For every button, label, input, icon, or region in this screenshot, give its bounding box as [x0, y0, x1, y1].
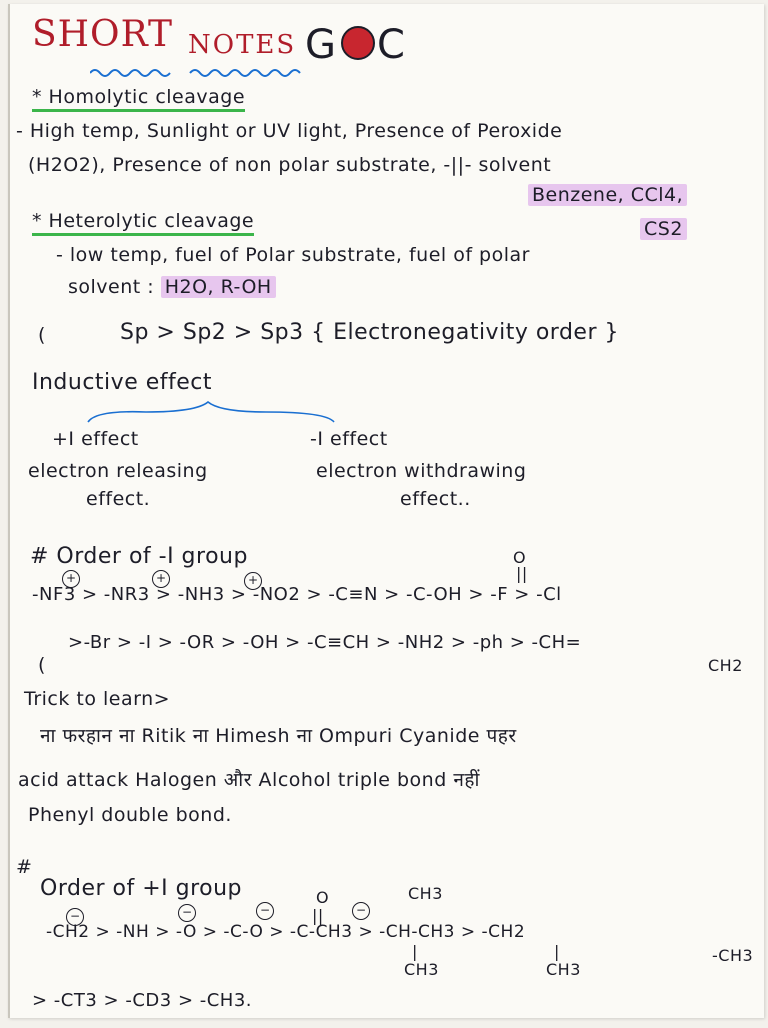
minus-i-row2-tail: CH2	[708, 656, 743, 675]
heterolytic-heading: * Heterolytic cleavage	[32, 210, 254, 232]
plus-i-desc1: electron releasing	[28, 460, 208, 482]
ch3-top: CH3	[408, 884, 443, 903]
positive-charge-icon: +	[62, 570, 80, 588]
negative-charge-icon: −	[352, 902, 370, 920]
minus-i-desc1: electron withdrawing	[316, 460, 527, 482]
title-wavy-underline	[90, 66, 320, 80]
trick-heading: Trick to learn>	[24, 688, 171, 710]
carbonyl-double-bond: ||	[516, 564, 528, 583]
notebook-page	[8, 4, 764, 1018]
ch3-bottom-1: CH3	[404, 960, 439, 979]
title-goc-g: G	[305, 22, 339, 68]
minus-i-label: -I effect	[310, 428, 388, 450]
plus-i-label: +I effect	[52, 428, 139, 450]
plus-i-heading: Order of +I group	[40, 876, 243, 901]
plus-i-row2: > -CT3 > -CD3 > -CH3.	[32, 990, 253, 1011]
carbonyl-o-top: O	[513, 548, 527, 567]
title-notes-wrap	[188, 30, 296, 60]
homolytic-line1: - High temp, Sunlight or UV light, Presence of Peroxide	[16, 120, 563, 142]
inductive-brace	[86, 400, 336, 426]
inductive-heading: Inductive effect	[32, 370, 213, 395]
title-goc	[305, 22, 408, 68]
page-title	[32, 14, 173, 55]
negative-charge-icon: −	[66, 908, 84, 926]
plus-i-row1: -CH2 > -NH > -O > -C-O > -C-CH3 > -CH-CH3 > -CH2	[46, 922, 526, 942]
plus-i-hash: #	[16, 856, 33, 878]
minus-i-desc2: effect..	[400, 488, 471, 510]
minus-i-row2: >-Br > -I > -OR > -OH > -C≡CH > -NH2 > -ph > -CH=	[68, 632, 582, 653]
hybrid-bullet: (	[38, 324, 46, 346]
vertical-bond: |	[554, 942, 560, 961]
carbonyl-o1: O	[316, 888, 330, 907]
trick-line1: ना फरहान ना Ritik ना Himesh ना Ompuri Cyanide पहर	[40, 725, 517, 747]
trick-line2: acid attack Halogen और Alcohol triple bond नहीं	[18, 769, 480, 791]
title-short: SHORT	[32, 14, 174, 55]
goc-o-circle-icon	[341, 26, 375, 60]
hybrid-order: Sp > Sp2 > Sp3 { Electronegativity order }	[120, 320, 619, 345]
homolytic-heading: * Homolytic cleavage	[32, 86, 245, 108]
trick-line3: Phenyl double bond.	[28, 804, 232, 826]
vertical-bond: |	[412, 942, 418, 961]
title-goc-c: C	[377, 22, 408, 68]
heterolytic-line2: solvent : H2O, R-OH	[68, 276, 276, 298]
minus-i-heading: # Order of -I group	[30, 544, 248, 569]
negative-charge-icon: −	[256, 902, 274, 920]
plus-i-desc2: effect.	[86, 488, 151, 510]
heterolytic-line1: - low temp, fuel of Polar substrate, fuel of polar	[56, 244, 530, 266]
homolytic-line2: (H2O2), Presence of non polar substrate, -||- solvent	[28, 154, 552, 176]
cs2-solvent: CS2	[640, 218, 687, 240]
positive-charge-icon: +	[244, 572, 262, 590]
carbonyl-double-bond-2: ||	[312, 906, 324, 925]
homolytic-solvents: Benzene, CCl4,	[528, 184, 687, 206]
minus-i-row1: -NF3 > -NR3 > -NH3 > -NO2 > -C≡N > -C-OH > -F > -Cl	[32, 584, 562, 605]
negative-charge-icon: −	[178, 904, 196, 922]
ch3-tail: -CH3	[712, 946, 754, 965]
title-notes: NOTES	[188, 30, 297, 60]
minus-i-bullet: (	[38, 654, 46, 676]
ch3-bottom-2: CH3	[546, 960, 581, 979]
positive-charge-icon: +	[152, 570, 170, 588]
